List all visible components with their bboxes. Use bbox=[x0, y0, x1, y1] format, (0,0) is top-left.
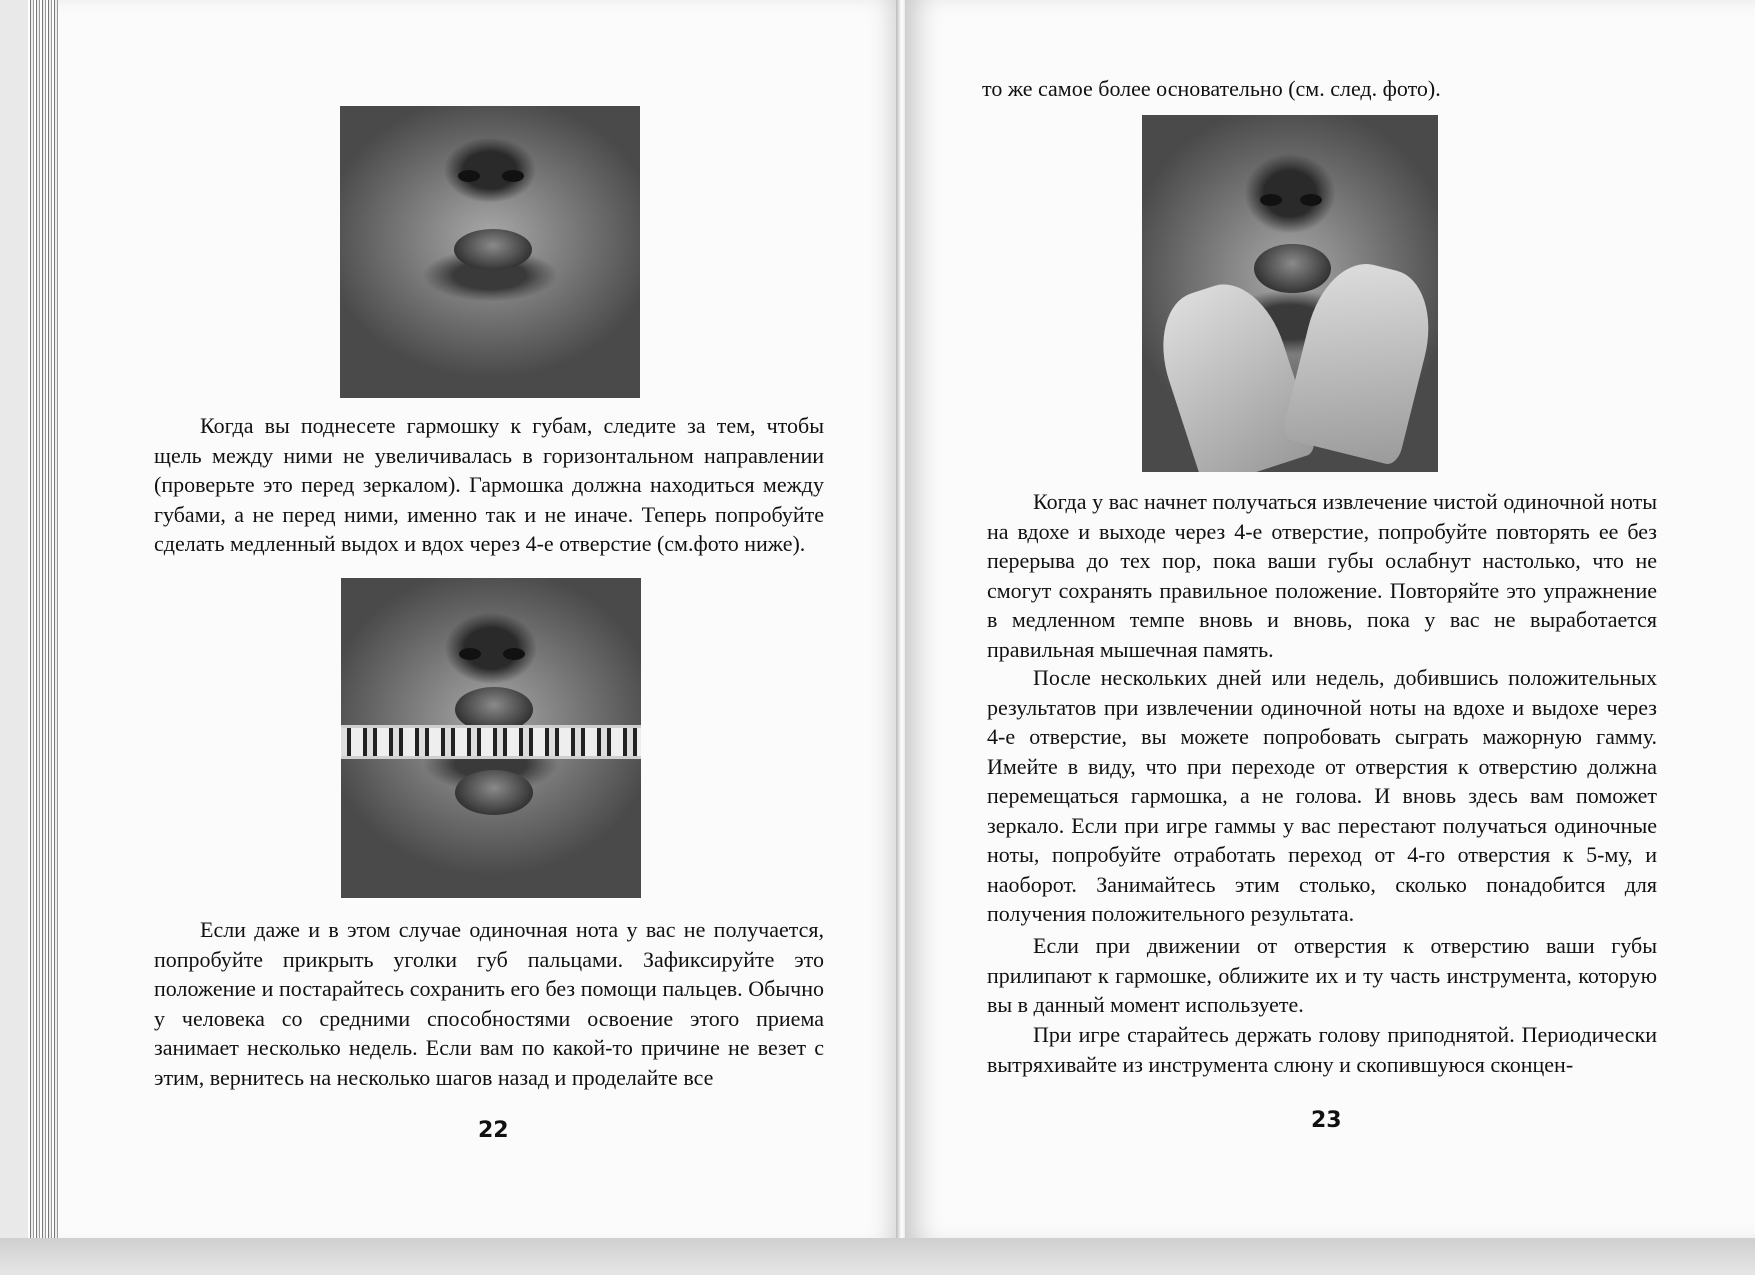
right-paragraph-3: Если при движении от отверстия к отверстию ваши губы прилипают к гармошке, оближите их и ту часть инструмента, которую вы в данный момент используете. bbox=[987, 933, 1657, 1017]
left-page bbox=[28, 0, 900, 1245]
right-paragraph-2: После нескольких дней или недель, добившись положительных результатов при извлечении одиночной ноты на вдохе и выдохе через 4-е отверстие, вы можете попробовать сыграть мажорную гамму. Имейте в виду, что при переходе от отверстия к отверстию должна перемещаться гармошка, а не голова. И вновь здесь вам поможет зеркало. Если при игре гаммы у вас перестают получаться одиночные ноты, попробуйте отработать переход от 4-го отверстия к 5-му, и наоборот. Занимайтесь этим столько, сколько понадобится для получения положительного результата. bbox=[987, 665, 1657, 926]
page-number-right: 23 bbox=[1311, 1108, 1342, 1133]
right-paragraph-1: Когда у вас начнет получаться извлечение чистой одиночной ноты на вдохе и выходе через 4-е отверстие, попробуйте повторять ее без перерыва до тех пор, пока ваши губы ослабнут настолько, что не смогут сохранять правильное положение. Повторяйте это упражнение в медленном темпе вновь и вновь, пока у вас не выработается правильная мышечная память. bbox=[987, 489, 1657, 662]
left-paragraph-2: Если даже и в этом случае одиночная нота у вас не получается, попробуйте прикрыть уголки губ пальцами. Зафиксируйте это положение и постарайтесь сохранить его без помощи пальцев. Обычно у человека со средними способностями освоение этого приема занимает несколько недель. Если вам по какой-то причине не везет с этим, вернитесь на несколько шагов назад и проделайте все bbox=[154, 917, 824, 1090]
right-paragraph-4: При игре старайтесь держать голову приподнятой. Периодически вытряхивайте из инструмента слюну и скопившуюся сконцен- bbox=[987, 1022, 1657, 1077]
photo-lips-puckered bbox=[340, 106, 640, 398]
bottom-shadow bbox=[0, 1238, 1755, 1275]
right-page bbox=[905, 0, 1755, 1240]
page-edges bbox=[28, 0, 58, 1245]
right-top-line: то же самое более основательно (см. след. фото). bbox=[982, 76, 1441, 101]
page-number-left: 22 bbox=[478, 1118, 509, 1143]
left-paragraph-1: Когда вы поднесете гармошку к губам, следите за тем, чтобы щель между ними не увеличивалась в горизонтальном направлении (проверьте это перед зеркалом). Гармошка должна находиться между губами, а не перед ними, именно так и не иначе. Теперь попробуйте сделать медленный выдох и вдох через 4-е отверстие (см.фото ниже). bbox=[154, 413, 824, 556]
photo-harmonica-in-mouth bbox=[341, 578, 641, 898]
photo-fingers-on-lips bbox=[1142, 115, 1438, 472]
